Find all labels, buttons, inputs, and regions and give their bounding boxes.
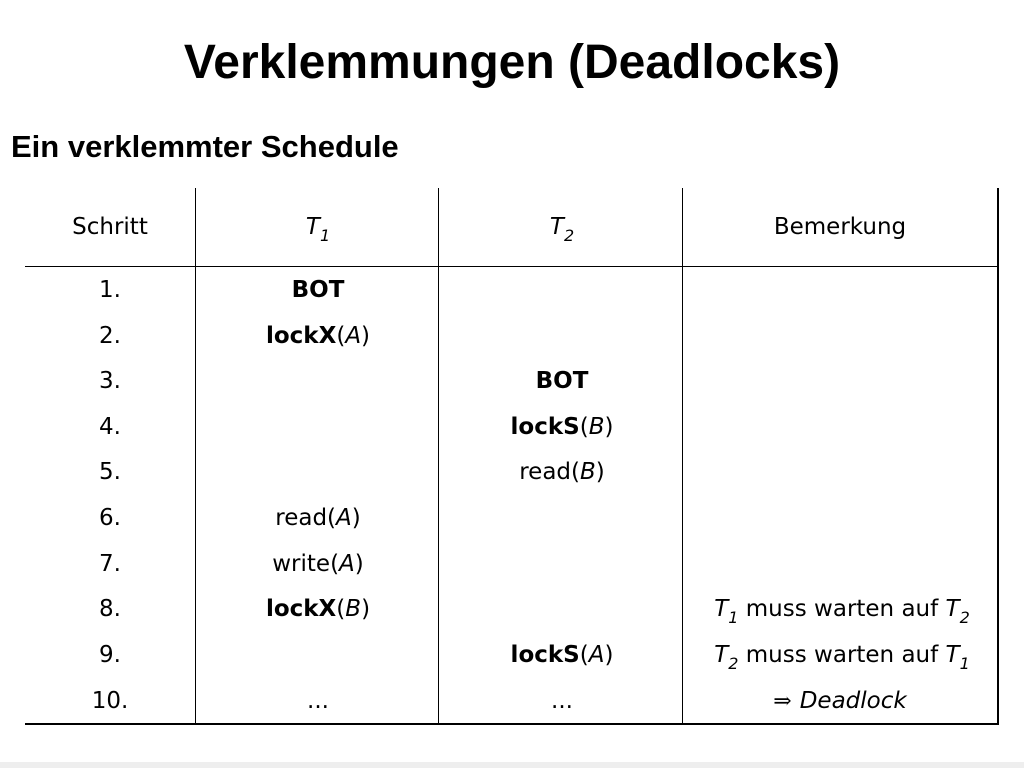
table-bottom-border: [25, 723, 999, 725]
header-t2: [550, 212, 574, 251]
row-2-t1-op: lockX(A): [265, 323, 371, 349]
header-t1-subscript: 1: [319, 226, 331, 245]
row-1-t1-keyword: BOT: [291, 277, 345, 303]
row-9-t2-keyword: lockS: [510, 642, 580, 668]
row-10-t2-op: ...: [551, 688, 573, 714]
row-9-t2-op: lockS(A): [510, 642, 614, 668]
row-10-remark: [773, 686, 906, 717]
row-9-remark-a: T: [714, 642, 729, 668]
slide-title: Verklemmungen (Deadlocks): [183, 36, 841, 89]
row-6-t1-keyword: read: [275, 505, 328, 531]
row-7-t1-keyword: write: [272, 551, 331, 577]
column-divider-2: [438, 188, 439, 725]
slide-subtitle: Ein verklemmter Schedule: [11, 129, 399, 164]
row-5-step: 5.: [99, 459, 121, 485]
row-8-remark: [714, 594, 970, 633]
row-9-remark: [714, 640, 970, 679]
row-8-remark-b: T: [945, 596, 960, 622]
row-6-step: 6.: [99, 505, 121, 531]
row-9-remark-a-sub: 2: [728, 654, 739, 673]
header-t2-subscript: 2: [563, 226, 575, 245]
row-4-t2-arg: B: [588, 414, 605, 440]
row-10-step: 10.: [91, 688, 129, 714]
column-divider-4: [997, 188, 999, 725]
row-7-step: 7.: [99, 551, 121, 577]
header-step-label: Schritt: [72, 214, 148, 240]
row-7-t1-op: write(A): [272, 551, 364, 577]
row-4-step: 4.: [99, 414, 121, 440]
row-1-t1-op: [292, 275, 345, 305]
row-2-t1-arg: A: [345, 323, 362, 349]
column-divider-3: [682, 188, 683, 725]
row-8-t1-keyword: lockX: [265, 596, 337, 622]
row-9-remark-text: muss warten auf: [745, 642, 939, 668]
row-6-t1-op: read(A): [275, 505, 361, 531]
row-8-t1-op: lockX(B): [265, 596, 371, 622]
row-9-remark-b: T: [945, 642, 960, 668]
row-6-t1-arg: A: [336, 505, 352, 531]
row-2-step: 2.: [99, 323, 121, 349]
implies-arrow-icon: ⇒: [773, 689, 792, 714]
table-header-divider: [25, 266, 999, 267]
row-3-t2-keyword: BOT: [535, 368, 589, 394]
row-8-remark-a: T: [714, 596, 729, 622]
row-3-step: 3.: [99, 368, 121, 394]
row-5-t2-op: read(B): [519, 459, 605, 485]
header-remark: [774, 212, 906, 242]
row-9-t2-arg: A: [588, 642, 605, 668]
row-4-t2-keyword: lockS: [510, 414, 580, 440]
row-9-step: 9.: [99, 642, 121, 668]
header-step: [72, 212, 148, 242]
row-5-t2-arg: B: [580, 459, 596, 485]
row-2-t1-keyword: lockX: [265, 323, 337, 349]
footer-bar: [0, 762, 1024, 768]
header-remark-label: Bemerkung: [773, 214, 907, 240]
header-t2-label: T: [549, 214, 564, 240]
row-8-remark-b-sub: 2: [959, 608, 970, 627]
row-10-t1-op: ...: [307, 688, 329, 714]
row-8-t1-arg: B: [345, 596, 362, 622]
row-8-remark-text: muss warten auf: [745, 596, 939, 622]
row-8-remark-a-sub: 1: [728, 608, 739, 627]
row-8-step: 8.: [99, 596, 121, 622]
row-10-remark-text: Deadlock: [799, 688, 907, 714]
row-1-step: 1.: [99, 277, 121, 303]
header-t1-label: T: [305, 214, 320, 240]
header-t1: [306, 212, 330, 251]
row-5-t2-keyword: read: [519, 459, 572, 485]
row-4-t2-op: lockS(B): [510, 414, 614, 440]
row-3-t2-op: [536, 366, 589, 396]
row-7-t1-arg: A: [339, 551, 355, 577]
row-9-remark-b-sub: 1: [959, 654, 970, 673]
column-divider-1: [195, 188, 196, 725]
